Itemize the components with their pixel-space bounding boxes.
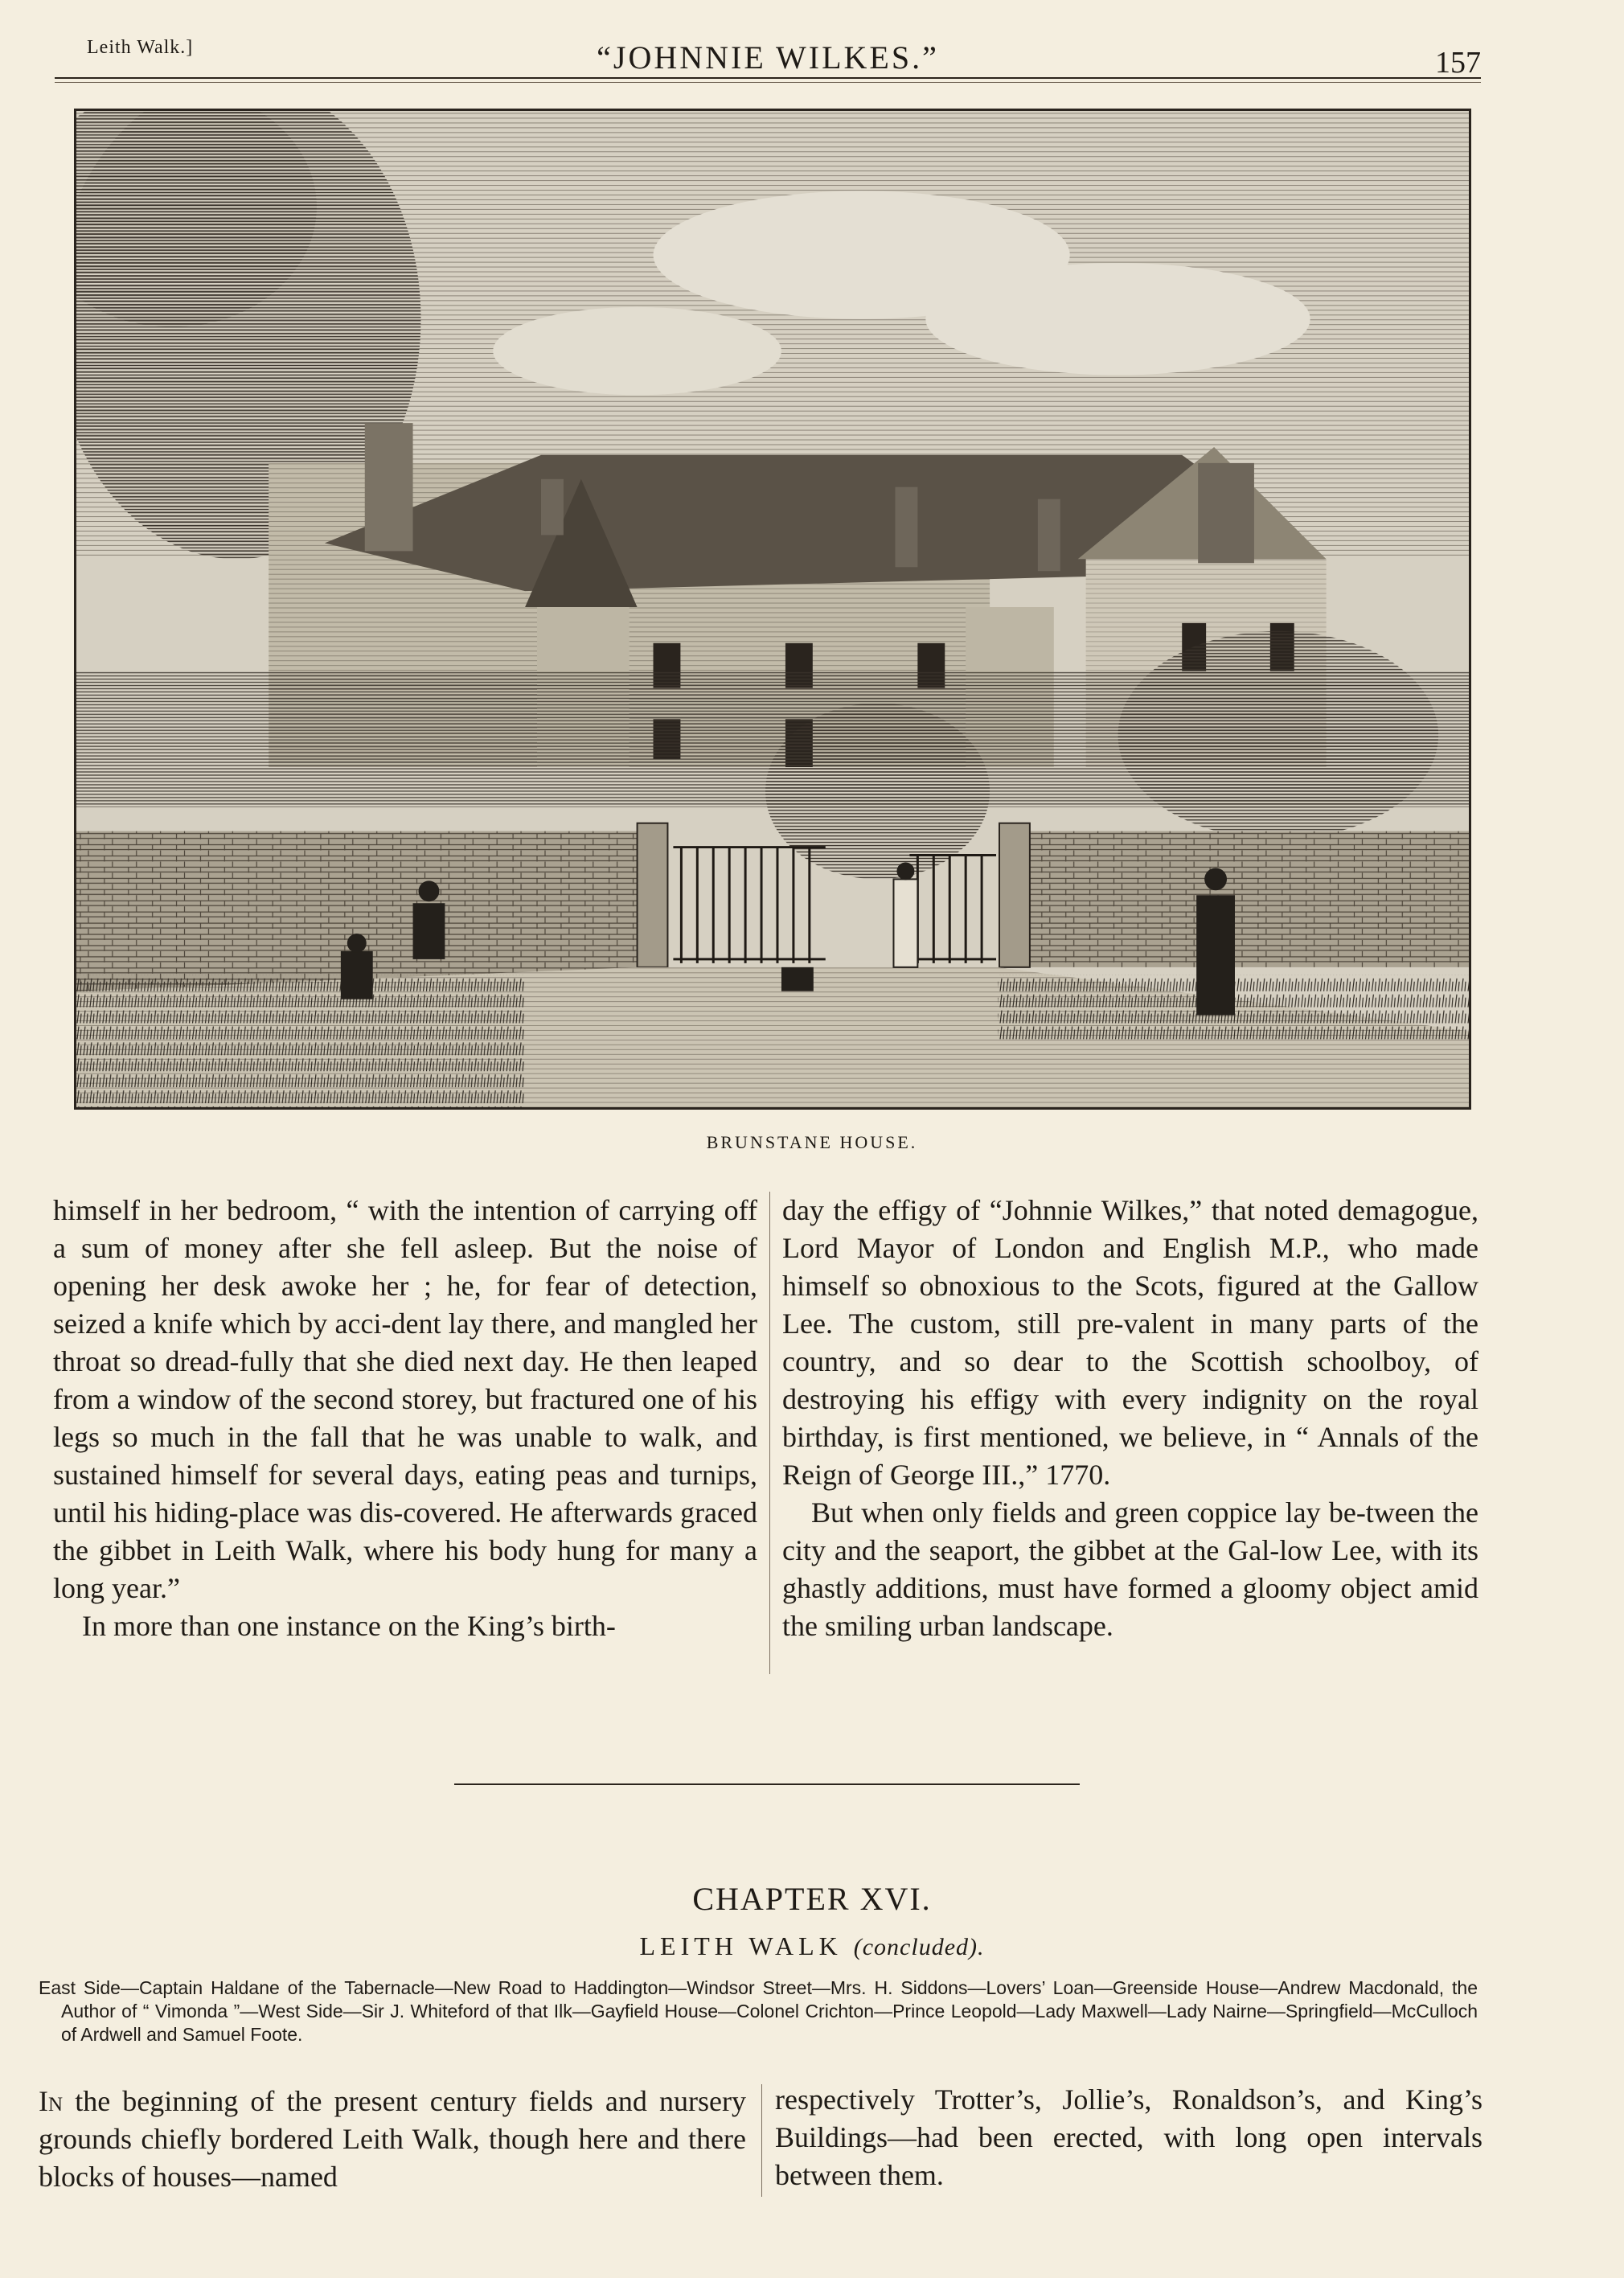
chapter-title: CHAPTER XVI.: [692, 1881, 932, 1917]
header-rule: [55, 77, 1481, 79]
paragraph: In more than one instance on the King’s birth-: [82, 1610, 616, 1642]
column-right: [782, 1192, 1478, 1645]
section-marker: Leith Walk.]: [87, 37, 194, 58]
chapter-subtitle-text: LEITH WALK: [639, 1931, 843, 1960]
page-number: 157: [1435, 46, 1481, 80]
paragraph: respectively Trotter’s, Jollie’s, Ronaldson’s, and King’s Buildings—had been erected, with long open intervals between them.: [775, 2083, 1483, 2191]
column-left: [53, 1192, 757, 1645]
section-divider: [454, 1783, 1080, 1785]
column-divider-bottom: [761, 2084, 762, 2197]
chapter-subtitle: [0, 1931, 1624, 1961]
column-divider: [769, 1192, 770, 1674]
paragraph: But when only fields and green coppice lay be-tween the city and the seaport, the gibbet at the Gal-low Lee, with its ghastly additions, must have formed a gloomy object amid the smiling urban landscape.: [782, 1496, 1478, 1642]
paragraph-text: the beginning of the present century fields and nursery grounds chiefly bordered Leith Walk, though here and there blocks of houses—named: [39, 2085, 747, 2193]
opening-word: In: [39, 2085, 64, 2117]
engraving-illustration: [74, 109, 1471, 1110]
paragraph: himself in her bedroom, “ with the intention of carrying off a sum of money after she fell asleep. But the noise of opening her desk awoke her ; he, for fear of detection, seized a knife which by acci-dent lay there, and mangled her throat so dread-fully that she died next day. He then leaped from a window of the second storey, but fractured one of his legs so much in the fall that he was unable to walk, and sustained himself for several days, eating peas and turnips, until his hiding-place was dis-covered. He afterwards graced the gibbet in Leith Walk, where his body hung for many a long year.”: [53, 1194, 757, 1604]
column-right-bottom: [775, 2081, 1483, 2194]
chapter-synopsis: East Side—Captain Haldane of the Tabernacle—New Road to Haddington—Windsor Street—Mrs. H. Siddons—Lovers’ Loan—Greenside House—Andrew Macdonald, the Author of “ Vimonda ”—West Side—Sir J. Whiteford of that Ilk—Gayfield House—Colonel Crichton—Prince Leopold—Lady Maxwell—Lady Nairne—Springfield—McCulloch of Ardwell and Samuel Foote.: [39, 1977, 1478, 2045]
figure-caption: BRUNSTANE HOUSE.: [706, 1132, 918, 1152]
chapter-subtitle-note: (concluded).: [853, 1934, 985, 1960]
column-left-bottom: [39, 2083, 746, 2196]
header-rule-thin: [55, 82, 1481, 83]
paragraph: day the effigy of “Johnnie Wilkes,” that noted demagogue, Lord Mayor of London and English M.P., who made himself so obnoxious to the Scots, figured at the Gallow Lee. The custom, still pre-valent in many parts of the country, and so dear to the Scottish schoolboy, of destroying his effigy with every indignity on the royal birthday, is first mentioned, we believe, in “ Annals of the Reign of George III.,” 1770.: [782, 1194, 1478, 1491]
running-title: “JOHNNIE WILKES.”: [597, 39, 939, 76]
brunstane-house-engraving: [76, 111, 1469, 1107]
paragraph: [39, 2083, 746, 2196]
